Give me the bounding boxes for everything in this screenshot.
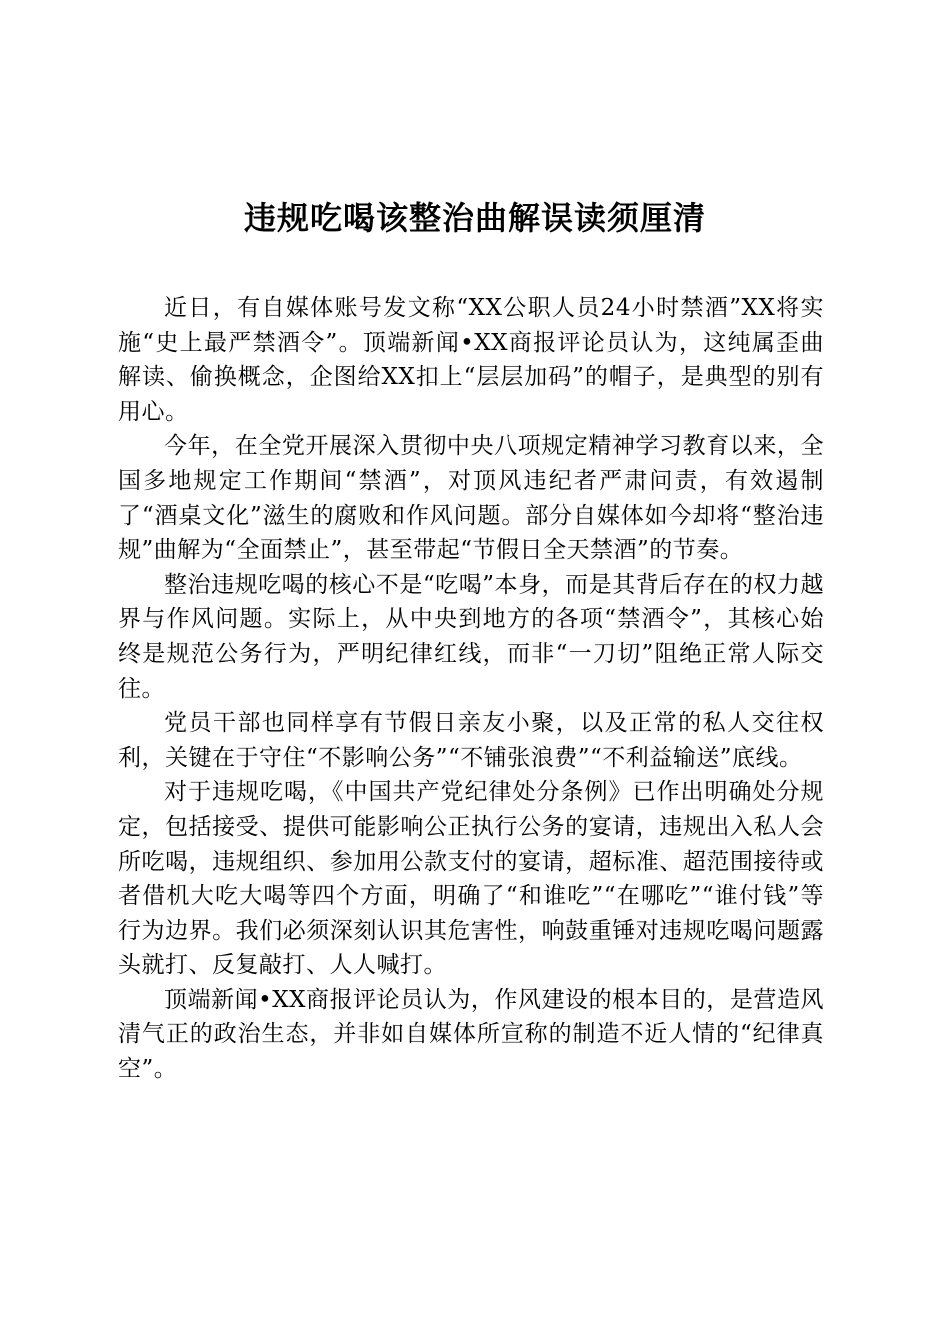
document-body [118,291,824,1087]
paragraph-1: 近日，有自媒体账号发文称“XX公职人员24小时禁酒”XX将实施“史上最严禁酒令”。顶端新闻•XX商报评论员认为，这纯属歪曲解读、偷换概念，企图给XX扣上“层层加码”的帽子，是典型的别有用心。 [118,295,824,425]
paragraph-6: 顶端新闻•XX商报评论员认为，作风建设的根本目的，是营造风清气正的政治生态，并非如自媒体所宣称的制造不近人情的“纪律真空”。 [118,986,824,1083]
paragraph-3: 整治违规吃喝的核心不是“吃喝”本身，而是其背后存在的权力越界与作风问题。实际上，从中央到地方的各项“禁酒令”，其核心始终是规范公务行为，严明纪律红线，而非“一刀切”阻绝正常人际交往。 [118,571,824,702]
paragraph-2: 今年，在全党开展深入贯彻中央八项规定精神学习教育以来，全国多地规定工作期间“禁酒”，对顶风违纪者严肃问责，有效遏制了“酒桌文化”滋生的腐败和作风问题。部分自媒体如今却将“整治违规”曲解为“全面禁止”，甚至带起“节假日全天禁酒”的节奏。 [118,433,824,564]
document-title: 违规吃喝该整治曲解误读须厘清 [243,199,706,237]
paragraph-5: 对于违规吃喝，《中国共产党纪律处分条例》已作出明确处分规定，包括接受、提供可能影响公正执行公务的宴请，违规出入私人会所吃喝，违规组织、参加用公款支付的宴请，超标准、超范围接待或者借机大吃大喝等四个方面，明确了“和谁吃”“在哪吃”“谁付钱”等行为边界。我们必须深刻认识其危害性，响鼓重锤对违规吃喝问题露头就打、反复敲打、人人喊打。 [118,779,824,979]
paragraph-4: 党员干部也同样享有节假日亲友小聚，以及正常的私人交往权利，关键在于守住“不影响公务”“不铺张浪费”“不利益输送”底线。 [118,710,824,771]
